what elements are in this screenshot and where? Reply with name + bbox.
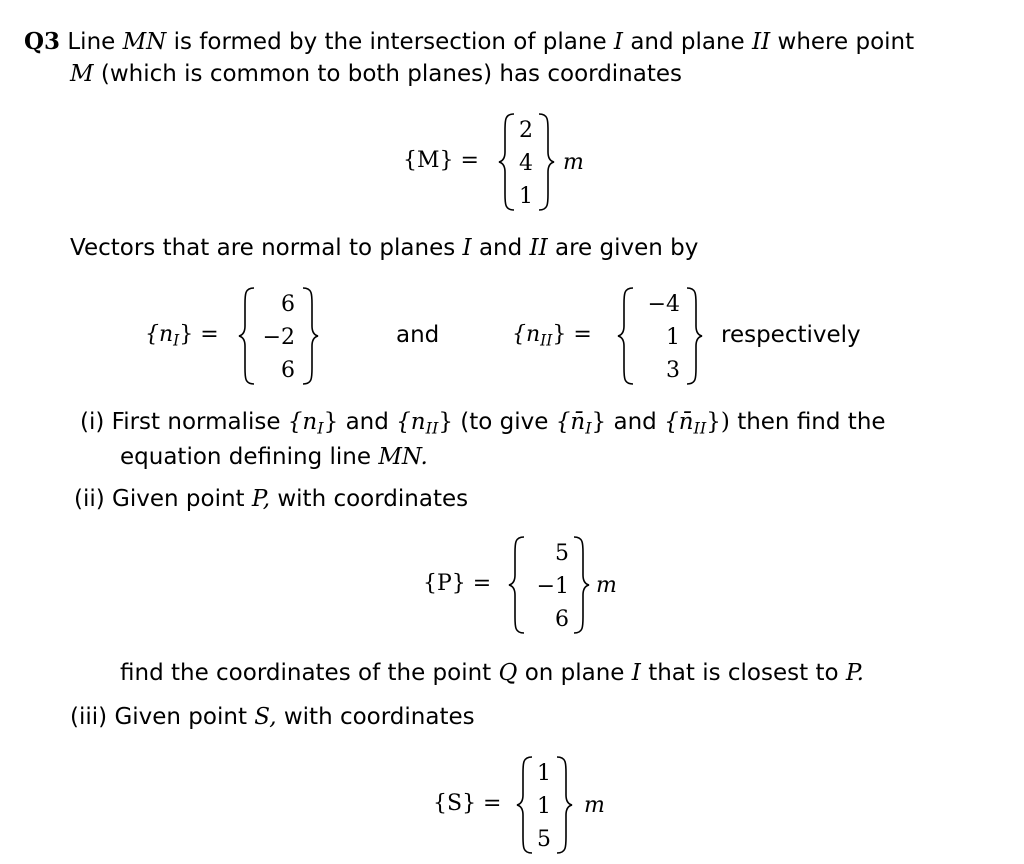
- math-symbol: MN: [122, 29, 167, 55]
- vector-component: 6: [555, 607, 569, 632]
- text: } =: [179, 322, 219, 347]
- math-symbol: I: [631, 660, 641, 686]
- text: equation defining line: [120, 444, 371, 470]
- math-symbol: P,: [251, 486, 271, 512]
- text: {n: [512, 322, 541, 347]
- equation-lhs: {P} =: [423, 571, 492, 596]
- text: where point: [777, 29, 915, 55]
- text: is formed by the intersection of plane: [173, 29, 607, 55]
- text: Line: [67, 29, 116, 55]
- question-line-1: [24, 30, 914, 54]
- right-brace-icon: [536, 112, 556, 212]
- part-iii-line-1: [70, 706, 475, 729]
- unit: m: [563, 150, 584, 175]
- vector-component: 1: [537, 794, 551, 819]
- math-symbol: I: [613, 29, 623, 55]
- unit: m: [596, 573, 617, 598]
- vector-component: 4: [519, 151, 533, 176]
- vector-component: −1: [536, 574, 569, 599]
- vector-component: 3: [666, 358, 680, 383]
- text: (which is common to both planes) has coordinates: [100, 61, 683, 87]
- vector-component: 1: [537, 761, 551, 786]
- text: {n: [145, 322, 174, 347]
- text: and: [345, 409, 389, 435]
- math-expr: $\{n̄_{II}\}$): [664, 409, 730, 438]
- equation-lhs: {M} =: [403, 148, 479, 173]
- question-number: Q3: [24, 28, 61, 55]
- right-brace-icon: [300, 286, 320, 386]
- part-i-line-1: [80, 411, 886, 437]
- text: then find the: [737, 409, 886, 435]
- math-symbol: MN.: [378, 444, 428, 470]
- text: and plane: [630, 29, 745, 55]
- vector-component: 6: [281, 358, 295, 383]
- text: find the coordinates of the point: [120, 660, 492, 686]
- subscript: II: [540, 331, 553, 350]
- equation-p: [423, 535, 643, 635]
- text: are given by: [555, 235, 699, 261]
- text: Given point: [112, 486, 245, 512]
- math-symbol: S,: [254, 704, 277, 730]
- vector-column: [513, 114, 533, 213]
- equation-s: [433, 755, 633, 855]
- question-line-2: [70, 63, 682, 86]
- and-label: and: [396, 322, 440, 348]
- vector-component: 5: [555, 541, 569, 566]
- vector-component: 5: [537, 827, 551, 852]
- text: on plane: [524, 660, 625, 686]
- vector-column: [632, 288, 680, 387]
- math-symbol: M: [70, 61, 94, 87]
- math-symbol: Q: [498, 660, 518, 686]
- math-symbol: II: [529, 235, 548, 261]
- text: Given point: [114, 704, 247, 730]
- part-label: (iii): [70, 704, 108, 730]
- math-symbol: P.: [845, 660, 864, 686]
- text: that is closest to: [648, 660, 839, 686]
- normals-line: [70, 237, 698, 260]
- text: and: [613, 409, 657, 435]
- text: } =: [552, 322, 592, 347]
- part-ii-line-1: [74, 488, 468, 511]
- right-brace-icon: [684, 286, 704, 386]
- vector-component: 1: [666, 325, 680, 350]
- vector-component: −4: [647, 292, 680, 317]
- vector-column: [253, 288, 295, 387]
- text: (to give: [460, 409, 549, 435]
- vector-component: −2: [262, 325, 295, 350]
- text: and: [478, 235, 523, 261]
- math-expr: $\{n_{II}\}$: [396, 409, 453, 438]
- vector-component: 1: [519, 184, 533, 209]
- part-label: (ii): [74, 486, 105, 512]
- equation-n1: [145, 286, 335, 386]
- part-label: (i): [80, 409, 105, 435]
- part-ii-find-line: [120, 662, 864, 685]
- math-expr: $\{n_I\}$: [287, 409, 339, 438]
- equation-lhs: [512, 324, 592, 349]
- text: with coordinates: [277, 486, 469, 512]
- right-brace-icon: [571, 535, 591, 635]
- text: with coordinates: [283, 704, 475, 730]
- vector-column: [531, 757, 551, 856]
- respectively-label: respectively: [721, 322, 861, 348]
- equation-m: [400, 112, 620, 212]
- math-symbol: II: [752, 29, 771, 55]
- vector-component: 2: [519, 118, 533, 143]
- part-i-line-2: [120, 446, 428, 469]
- text: First normalise: [111, 409, 281, 435]
- equation-lhs: {S} =: [433, 791, 502, 816]
- math-expr: $\{n̄_I\}$: [555, 409, 607, 438]
- equation-lhs: [145, 324, 219, 349]
- equation-n2: [512, 286, 712, 386]
- vector-column: [523, 537, 569, 636]
- right-brace-icon: [554, 755, 574, 855]
- math-symbol: I: [462, 235, 472, 261]
- unit: m: [584, 793, 605, 818]
- vector-component: 6: [281, 292, 295, 317]
- subscript: I: [173, 331, 180, 350]
- text: Vectors that are normal to planes: [70, 235, 456, 261]
